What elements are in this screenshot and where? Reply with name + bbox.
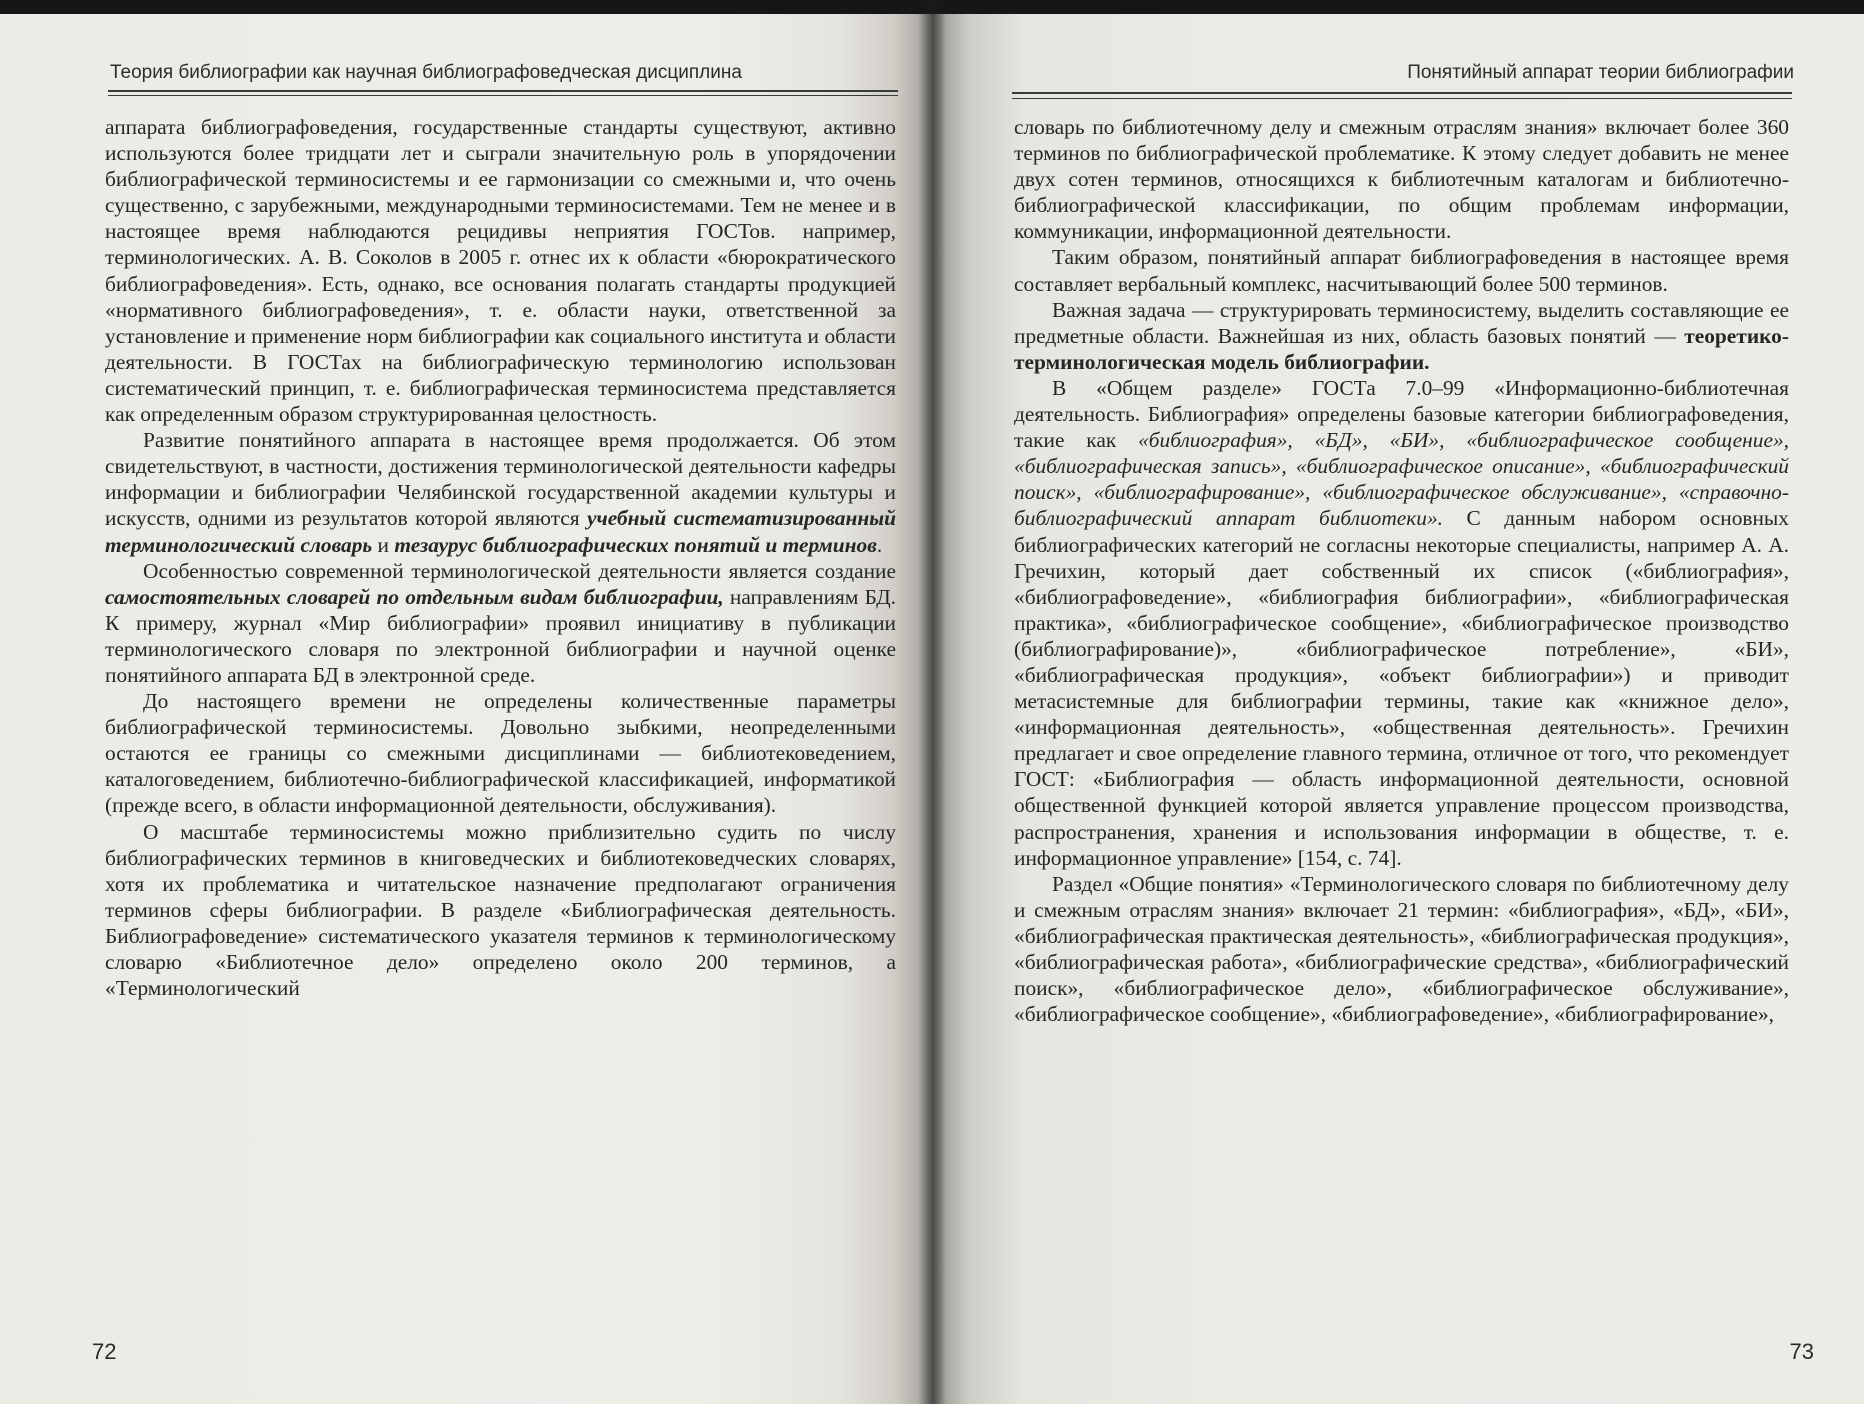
paragraph [105,558,896,688]
emphasis-run: «библиография», «БД», «БИ», «библиографическое сообщение», «библиографическая запись», «библиографическое описание», «библиографический поиск», «библиографирование», «библиографическое обслуживание», «справочно-библиографический аппарат библиотеки». [1014,428,1789,531]
right-body-text [1014,114,1789,1027]
book-gutter [918,0,946,1404]
paragraph [1014,375,1789,871]
paragraph [105,688,896,818]
text-run: направлениям БД. К примеру, журнал «Мир библиографии» проявил инициативу в публикации терминологического словаря по электронной библиографии и научной оценке понятийного аппарата БД в электронной среде. [105,584,897,687]
text-run: Раздел «Общие понятия» «Терминологического словаря по библиотечному делу и смежным отраслям знания» включает 21 термин: «библиография», «БД», «БИ», «библиографическая практическая деятельность», «библиографическая продукция», «библиографическая работа», «библиографические средства», «библиографический поиск», «библиографическое дело», «библиографическое обслуживание», «библиографическое сообщение», «библиографоведение», «библиографирование», [1014,871,1789,1027]
paragraph [1014,871,1789,1028]
text-run: С данным набором основных библиографических категорий не согласны некоторые специалисты, например А. А. Гречихин, который дает собственный их список («библиография», «библиографоведение», «библиография библиографии», «библиографическая практика», «библиографическое сообщение», «библиографическое производство (библиографирование)», «библиографическое потребление», «БИ», «библиографическая продукция», «объект библиографии») и приводит метасистемные для библиографии термины, такие как «книжное дело», «информационная деятельность», «общественная деятельность». Гречихин предлагает и свое определение главного термина, отличное от того, что рекомендует ГОСТ: «Библиография — область информационной деятельности, основной общественной функцией которой является управление процессом производства, распространения, хранения и использования информации в обществе, т. е. информационное управление» [154, с. 74]. [1014,506,1790,870]
left-body-text [105,114,896,1001]
emphasis-run: самостоятельных словарей по отдельным видам библиографии, [105,584,724,609]
text-run: Развитие понятийного аппарата в настоящее время продолжается. Об этом свидетельствуют, в частности, достижения терминологической деятельности кафедры информации и библиографии Челябинской государственной академии культуры и искусств, одними из результатов которой являются [105,428,896,531]
text-run: До настоящего времени не определены количественные параметры библиографической терминосистемы. Довольно зыбкими, неопределенными остаются ее границы со смежными дисциплинами — библиотековедением, каталоговедением, библиотечно-библиографической классификацией, информатикой (прежде всего, в области информационной деятельности, обслуживания). [105,689,896,818]
emphasis-run: тезаурус библиографических понятий и терминов [394,532,877,557]
right-page [932,14,1864,1404]
paragraph [1014,114,1789,244]
text-run: словарь по библиотечному делу и смежным отраслям знания» включает более 360 терминов по библиографической проблематике. К этому следует добавить не менее двух сотен терминов, относящихся к библиотечным каталогам и библиотечно-библиографической классификации, по общим проблемам информации, коммуникации, информационной деятельности. [1014,115,1789,244]
right-running-head: Понятийный аппарат теории библиографии [1407,62,1794,83]
right-header-rule-thin [1012,98,1792,99]
left-header-rule [108,90,898,92]
text-run: Таким образом, понятийный аппарат библиографоведения в настоящее время составляет вербальный комплекс, насчитывающий более 500 терминов. [1014,245,1789,296]
text-run: Важная задача — структурировать терминосистему, выделить составляющие ее предметные области. Важнейшая из них, область базовых понятий — [1014,297,1789,348]
paragraph [1014,297,1789,375]
text-run: О масштабе терминосистемы можно приблизительно судить по числу библиографических терминов в книговедческих и библиотековедческих словарях, хотя их проблематика и читательское назначение предполагают ограничения терминов сферы библиографии. В разделе «Библиографическая деятельность. Библиографоведение» систематического указателя терминов к терминологическому словарю «Библиотечное дело» определено около 200 терминов, а «Терминологический [105,819,896,1001]
left-running-head: Теория библиографии как научная библиографоведческая дисциплина [110,62,742,83]
text-run: В «Общем разделе» ГОСТа 7.0–99 «Информационно-библиотечная деятельность. Библиография» определены базовые категории библиографоведения, такие как [1014,375,1789,453]
emphasis-run: теоретико-терминологическая модель библиографии. [1014,323,1789,374]
text-run: Особенностью современной терминологической деятельности является создание [143,558,896,583]
paragraph [105,114,896,427]
paragraph [105,819,896,1002]
left-page [0,14,932,1404]
left-header-rule-thin [108,95,898,96]
right-header-rule [1012,92,1792,94]
text-run: и [372,532,395,557]
paragraph [105,427,896,557]
text-run: аппарата библиографоведения, государственные стандарты существуют, активно используются более тридцати лет и сыграли значительную роль в упорядочении библиографической терминосистемы и ее гармонизации со смежными и, что очень существенно, с зарубежными, международными терминосистемами. Тем не менее и в настоящее время наблюдаются рецидивы неприятия ГОСТов. например, терминологических. А. В. Соколов в 2005 г. отнес их к области «бюрократического библиографоведения». Есть, однако, все основания полагать стандарты продукцией «нормативного библиографоведения», т. е. области науки, ответственной за установление и применение норм библиографии как социального института и области деятельности. В ГОСТах на библиографическую терминологию использован систематический принцип, т. е. библиографическая терминосистема представляется как определенным образом структурированная целостность. [105,115,896,427]
right-page-number: 73 [1789,1339,1814,1364]
paragraph [1014,244,1789,296]
emphasis-run: учебный систематизированный терминологический словарь [105,506,896,557]
left-page-number: 72 [92,1339,117,1364]
text-run: . [876,532,883,557]
